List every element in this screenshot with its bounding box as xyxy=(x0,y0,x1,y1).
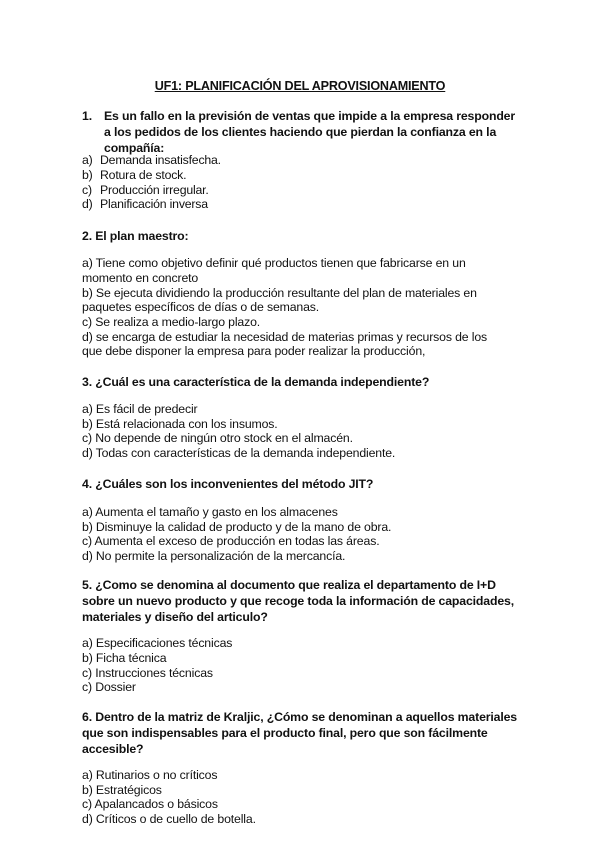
q6-option-d: d) Críticos o de cuello de botella. xyxy=(82,811,256,826)
q4-option-b: b) Disminuye la calidad de producto y de la mano de obra. xyxy=(82,519,392,534)
page-title: UF1: PLANIFICACIÓN DEL APROVISIONAMIENTO xyxy=(154,79,446,93)
q5-option-c: c) Instrucciones técnicas xyxy=(82,665,213,680)
q3-option-a: a) Es fácil de predecir xyxy=(82,402,198,416)
question-number: 1. xyxy=(82,109,92,123)
q4-option-a: a) Aumenta el tamaño y gasto en los almacenes xyxy=(82,505,338,519)
q2-option-c: c) Se realiza a medio-largo plazo. xyxy=(82,315,261,329)
q1-option-a: a) Demanda insatisfecha. xyxy=(82,153,221,167)
q1-option-b: b) Rotura de stock. xyxy=(82,168,187,182)
question-text: Es un fallo en la previsión de ventas que impide a la empresa responder a los pedidos de los clientes haciendo que pierdan la confianza en la compañía: xyxy=(104,109,515,155)
question-2: 2. El plan maestro: xyxy=(82,229,189,243)
q6-option-b: b) Estratégicos xyxy=(82,782,162,797)
q5-option-b: b) Ficha técnica xyxy=(82,651,167,665)
q2-option-d: d) se encarga de estudiar la necesidad de materias primas y recursos de los que debe disponer la empresa para poder realizar la producción, xyxy=(82,329,488,359)
q6-option-a: a) Rutinarios o no críticos xyxy=(82,768,218,782)
q1-option-d: d) Planificación inversa xyxy=(82,197,208,211)
q1-option-c: c) Producción irregular. xyxy=(82,182,209,197)
q5-option-d: c) Dossier xyxy=(82,680,136,694)
q3-option-d: d) Todas con características de la demanda independiente. xyxy=(82,445,396,460)
q3-option-c: c) No depende de ningún otro stock en el almacén. xyxy=(82,431,353,445)
q4-option-d: d) No permite la personalización de la mercancía. xyxy=(82,548,346,563)
q2-option-a: a) Tiene como objetivo definir qué productos tienen que fabricarse en un momento en concreto xyxy=(82,256,466,285)
q3-option-b: b) Está relacionada con los insumos. xyxy=(82,416,278,431)
q4-option-c: c) Aumenta el exceso de producción en todas las áreas. xyxy=(82,534,380,548)
question-3: 3. ¿Cuál es una característica de la demanda independiente? xyxy=(82,375,430,389)
question-6: 6. Dentro de la matriz de Kraljic, ¿Cómo se denominan a aquellos materiales que son indispensables para el producto final, pero que son fácilmente accesible? xyxy=(82,710,517,756)
q5-option-a: a) Especificaciones técnicas xyxy=(82,636,233,650)
q2-option-b: b) Se ejecuta dividiendo la producción resultante del plan de materiales en paquetes específicos de días o de semanas. xyxy=(82,285,477,315)
question-5: 5. ¿Como se denomina al documento que realiza el departamento de I+D sobre un nuevo producto y que recoge toda la información de capacidades, materiales y diseño del articulo? xyxy=(82,578,514,624)
q6-option-c: c) Apalancados o básicos xyxy=(82,797,218,811)
question-4: 4. ¿Cuáles son los inconvenientes del método JIT? xyxy=(82,477,374,491)
question-1 xyxy=(82,108,522,156)
